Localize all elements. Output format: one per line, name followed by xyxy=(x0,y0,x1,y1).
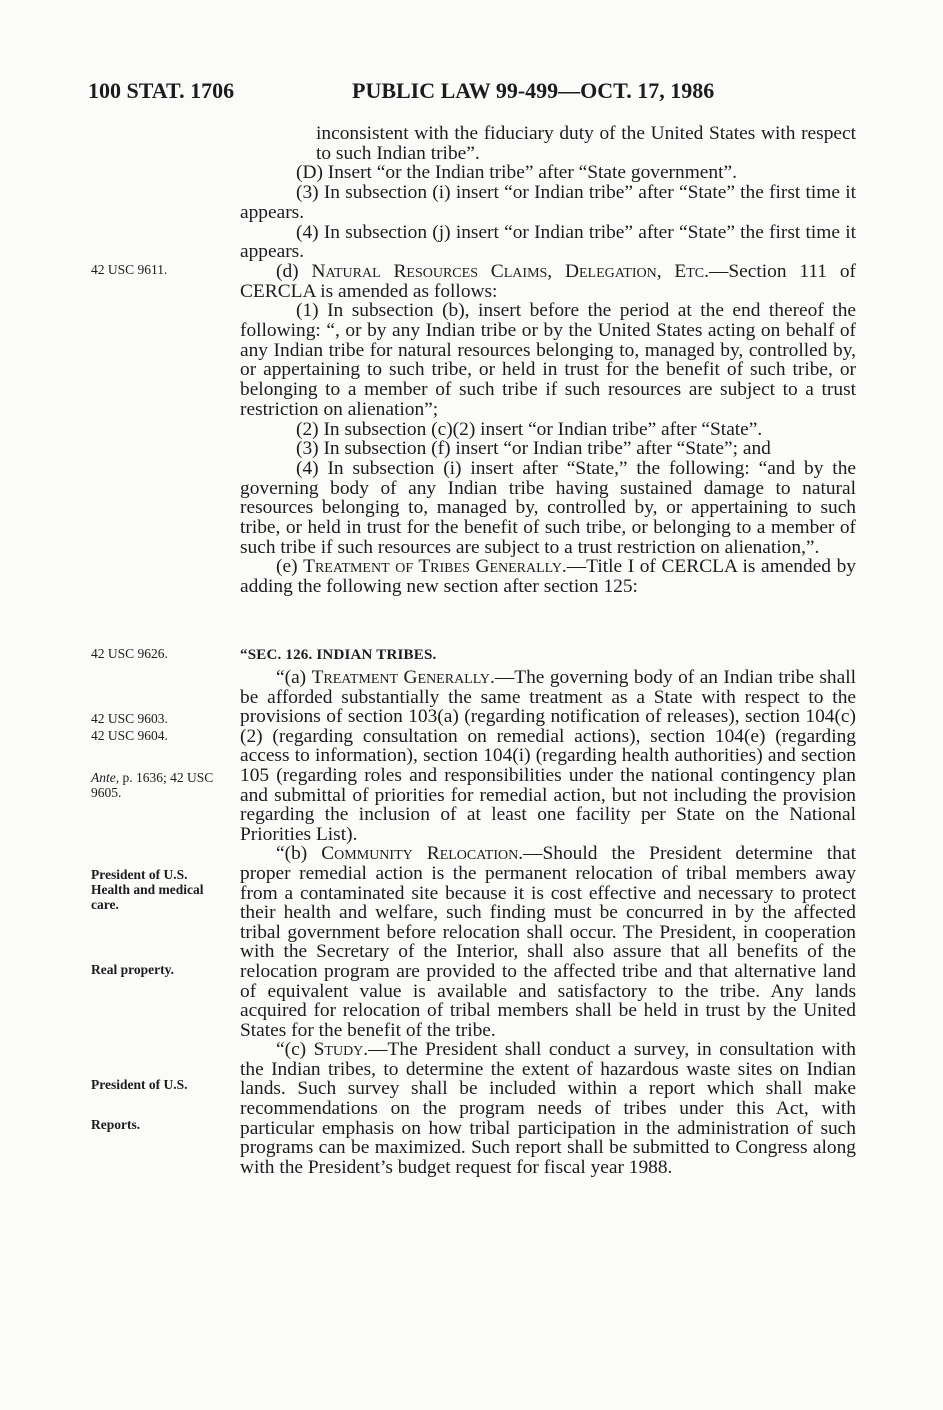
margin-note-reports: Reports. xyxy=(91,1117,141,1132)
running-head: PUBLIC LAW 99-499—OCT. 17, 1986 xyxy=(352,78,715,103)
subsection-d: (d) Natural Resources Claims, Delegation, Etc.—Section 111 of CERCLA is amended as follows: xyxy=(240,260,856,302)
section-title: “SEC. 126. INDIAN TRIBES. xyxy=(240,647,437,663)
section-126-b-heading: Community Relocation. xyxy=(321,843,524,865)
section-126-b: “(b) Community Relocation.—Should the President determine that proper remedial action is the permanent relocation of tribal members away from a contaminated site because it is cost effective and necessary to protect their health and welfare, such finding must be concurred in by the affected tribal government before relocation shall occur. The President, in cooperation with the Secretary of the Interior, shall also assure that all benefits of the relocation program are provided to the affected tribe and that alternative land of equivalent value is available and satisfactory to the tribe. Any lands acquired for relocation of tribal members shall be held in trust by the United States for the benefit of the tribe. xyxy=(240,843,856,1041)
paragraph-continuation: inconsistent with the fiduciary duty of the United States with respect to such Indian tribe”. xyxy=(316,123,856,164)
section-126-c-heading: Study. xyxy=(313,1039,369,1061)
body-text-upper xyxy=(240,124,856,597)
subsection-d-3: (3) In subsection (f) insert “or Indian tribe” after “State”; and xyxy=(296,438,771,460)
subsection-d-heading: Natural Resources Claims, Delegation, Etc. xyxy=(311,260,709,282)
margin-note-usc-9604: 42 USC 9604. xyxy=(91,728,168,743)
margin-note-president: President of U.S. xyxy=(91,1077,188,1092)
section-126-a-heading: Treatment Generally. xyxy=(311,667,495,688)
margin-note-usc-9626: 42 USC 9626. xyxy=(91,646,168,661)
body-text-lower xyxy=(240,668,856,1177)
page-stat-number: 100 STAT. 1706 xyxy=(88,78,235,103)
subsection-e: (e) Treatment of Tribes Generally.—Title I of CERCLA is amended by adding the following new section after section 125: xyxy=(240,556,856,598)
subsection-d-2: (2) In subsection (c)(2) insert “or Indian tribe” after “State”. xyxy=(296,418,763,440)
subsection-d-1: (1) In subsection (b), insert before the period at the end thereof the following: “, or by any Indian tribe or by the United States acting on behalf of any Indian tribe for natural resources belonging to, managed by, controlled by, or appertaining to such tribe, or held in trust for the benefit of such tribe, or belonging to a member of such tribe if such resources are subject to a trust restriction on alienation”; xyxy=(240,300,856,420)
margin-note-usc-9603: 42 USC 9603. xyxy=(91,711,168,726)
margin-note-president-health: President of U.S. Health and medical care. xyxy=(91,867,204,912)
subsection-d-4: (4) In subsection (i) insert after “State,” the following: “and by the governing body of any Indian tribe having sustained damage to natural resources belonging to, managed by, controlled by, or appertaining to such tribe, or held in trust for the benefit of such tribe, or belonging to a member of such tribe if such resources are subject to a trust restriction on alienation,”. xyxy=(240,457,856,558)
paragraph-4: (4) In subsection (j) insert “or Indian tribe” after “State” the first time it appears. xyxy=(240,221,856,263)
margin-note-real-property: Real property. xyxy=(91,962,174,977)
margin-note-usc-9611: 42 USC 9611. xyxy=(91,262,168,277)
section-126-a: “(a) Treatment Generally.—The governing body of an Indian tribe shall be afforded substantially the same treatment as a State with respect to the provisions of section 103(a) (regarding notification of releases), section 104(c)(2) (regarding consultation on remedial actions), section 104(e) (regarding access to information), section 104(i) (regarding health authorities) and section 105 (regarding roles and responsibilities under the national contingency plan and submittal of priorities for remedial action, but not including the provision regarding the inclusion of at least one facility per State on the National Priorities List). xyxy=(240,667,857,845)
subsection-e-heading: Treatment of Tribes Generally. xyxy=(303,556,567,578)
margin-note-ante-1636: Ante, p. 1636; 42 USC 9605. xyxy=(91,770,214,800)
paragraph-3: (3) In subsection (i) insert “or Indian tribe” after “State” the first time it appears. xyxy=(240,182,856,223)
section-126-c: “(c) Study.—The President shall conduct a survey, in consultation with the Indian tribes, to determine the extent of hazardous waste sites on Indian lands. Such survey shall be included within a report which shall make recommendations on the program needs of tribes under this Act, with particular emphasis on how tribal participation in the administration of such programs can be maximized. Such report shall be submitted to Congress along with the President’s budget request for fiscal year 1988. xyxy=(240,1039,856,1178)
paragraph-D: (D) Insert “or the Indian tribe” after “State government”. xyxy=(296,162,737,184)
